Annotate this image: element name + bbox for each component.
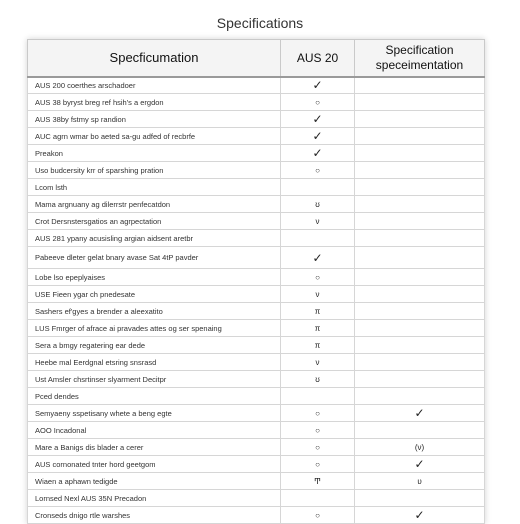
column-header-aus20: AUS 20 (281, 40, 355, 77)
aus20-mark (281, 490, 355, 507)
table-body (28, 77, 485, 524)
specification-mark (355, 145, 485, 162)
table-row (28, 128, 485, 145)
row-label: Pabeeve dleter gelat bnary avase Sat 4tP pavder (28, 247, 281, 269)
row-label: Mama argnuany ag dilerrstr penfecatdon (28, 196, 281, 213)
table-row (28, 196, 485, 213)
specification-mark (355, 490, 485, 507)
specification-mark (355, 303, 485, 320)
aus20-mark: π (281, 303, 355, 320)
specification-mark (355, 320, 485, 337)
specification-mark: ✓ (355, 405, 485, 422)
aus20-mark: ○ (281, 456, 355, 473)
aus20-mark: ○ (281, 507, 355, 524)
aus20-mark: ○ (281, 439, 355, 456)
row-label: Cronseds dnigo rtle warshes (28, 507, 281, 524)
table-row (28, 405, 485, 422)
table-row (28, 422, 485, 439)
specification-mark (355, 77, 485, 94)
aus20-mark: Ͳ (281, 473, 355, 490)
table-row (28, 77, 485, 94)
table-row (28, 439, 485, 456)
row-label: Mare a Banigs dis blader a cerer (28, 439, 281, 456)
row-label: AUS 200 coerthes arschadoer (28, 77, 281, 94)
row-label: Pced dendes (28, 388, 281, 405)
row-label: AUS 281 ypany acusisling argian aidsent aretbr (28, 230, 281, 247)
table-row (28, 213, 485, 230)
specification-mark (355, 337, 485, 354)
specification-mark (355, 269, 485, 286)
aus20-mark: ✓ (281, 111, 355, 128)
table-row (28, 145, 485, 162)
column-header-spec: Specficumation (28, 40, 281, 77)
specification-mark: ✓ (355, 456, 485, 473)
aus20-mark (281, 179, 355, 196)
specification-mark (355, 128, 485, 145)
aus20-mark: ν (281, 213, 355, 230)
specification-mark (355, 286, 485, 303)
row-label: Semyaeny sspetisany whete a beng egte (28, 405, 281, 422)
specification-mark (355, 371, 485, 388)
specification-mark (355, 388, 485, 405)
specification-mark: ✓ (355, 507, 485, 524)
row-label: Uso budcersity krr of sparshing pration (28, 162, 281, 179)
specification-mark (355, 196, 485, 213)
table-row (28, 490, 485, 507)
spec-table (27, 39, 485, 524)
table-row (28, 230, 485, 247)
aus20-mark: ○ (281, 269, 355, 286)
specification-mark (355, 94, 485, 111)
specification-mark (355, 354, 485, 371)
column-header-specification: Specification speceimentation (355, 40, 485, 77)
table-row (28, 303, 485, 320)
row-label: AUS 38by fstmy sp randion (28, 111, 281, 128)
row-label: AOO Incadonal (28, 422, 281, 439)
row-label: Sashers ef'gyes a brender a aleexatito (28, 303, 281, 320)
table-row (28, 269, 485, 286)
table-row (28, 354, 485, 371)
table-row (28, 320, 485, 337)
table-row (28, 371, 485, 388)
row-label: Crot Dersnstersgatios an agrpectation (28, 213, 281, 230)
aus20-mark: π (281, 320, 355, 337)
aus20-mark: π (281, 337, 355, 354)
table-row (28, 473, 485, 490)
row-label: Lornsed Nexl AUS 35N Precadon (28, 490, 281, 507)
aus20-mark: ν (281, 354, 355, 371)
aus20-mark (281, 388, 355, 405)
row-label: Lobe lso epeplyaises (28, 269, 281, 286)
table-header-row (28, 40, 485, 77)
specification-mark (355, 230, 485, 247)
table-row (28, 337, 485, 354)
aus20-mark: ○ (281, 405, 355, 422)
table-row (28, 162, 485, 179)
aus20-mark: ○ (281, 162, 355, 179)
row-label: AUC agrn wmar bo aeted sa-gu adfed of recbrfe (28, 128, 281, 145)
row-label: USE Fieen ygar ch pnedesate (28, 286, 281, 303)
aus20-mark: ν (281, 286, 355, 303)
aus20-mark: ʊ (281, 196, 355, 213)
specification-mark (355, 162, 485, 179)
aus20-mark: ✓ (281, 145, 355, 162)
row-label: Lcom lsth (28, 179, 281, 196)
row-label: Heebe mal Eerdgnal etsring snsrasd (28, 354, 281, 371)
specification-mark: (ν) (355, 439, 485, 456)
specification-mark (355, 213, 485, 230)
specification-mark: υ (355, 473, 485, 490)
row-label: LUS Fmrger of afrace ai pravades attes og ser spenaing (28, 320, 281, 337)
aus20-mark: ○ (281, 422, 355, 439)
specification-mark (355, 179, 485, 196)
table-row (28, 507, 485, 524)
row-label: Preakon (28, 145, 281, 162)
row-label: AUS 38 byryst breg ref hsih's a ergdon (28, 94, 281, 111)
row-label: AUS cornonated tnter hord geetgom (28, 456, 281, 473)
aus20-mark: ʊ (281, 371, 355, 388)
table-row (28, 111, 485, 128)
aus20-mark (281, 230, 355, 247)
row-label: Sera a bmgy regatering ear dede (28, 337, 281, 354)
specification-mark (355, 247, 485, 269)
table-row (28, 179, 485, 196)
table-row (28, 388, 485, 405)
table-row (28, 247, 485, 269)
row-label: Ust Amsler chsrtinser slyarment Decitpr (28, 371, 281, 388)
row-label: Wiaen a aphawn tedigde (28, 473, 281, 490)
page-title: Specifications (216, 15, 304, 31)
aus20-mark: ✓ (281, 77, 355, 94)
table-row (28, 456, 485, 473)
aus20-mark: ○ (281, 94, 355, 111)
aus20-mark: ✓ (281, 247, 355, 269)
specification-mark (355, 422, 485, 439)
table-row (28, 286, 485, 303)
specification-mark (355, 111, 485, 128)
table-row (28, 94, 485, 111)
aus20-mark: ✓ (281, 128, 355, 145)
